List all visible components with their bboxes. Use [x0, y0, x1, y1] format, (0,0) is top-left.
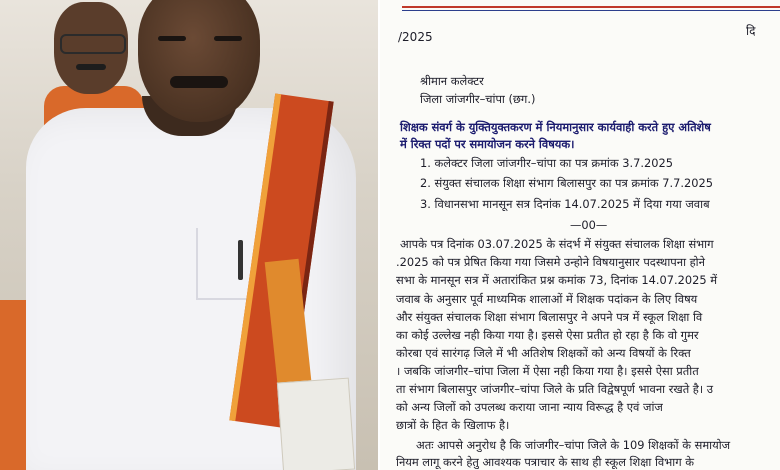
body-line: आपके पत्र दिनांक 03.07.2025 के संदर्भ में संयुक्त संचालक शिक्षा संभाग [400, 237, 714, 251]
main-person-head [138, 0, 260, 122]
politician-photo [0, 0, 378, 470]
body-line: .2025 को पत्र प्रेषित किया गया जिसमे उन्होने विषयानुसार पदस्थापना होने [396, 255, 705, 269]
body-line: सभा के मानसून सत्र में अतारांकित प्रश्न कमांक 73, दिनांक 14.07.2025 में [396, 273, 718, 287]
letter-document [380, 0, 780, 470]
letterhead-rule-blue [402, 10, 780, 11]
body-line: कोरबा एवं सारंगढ़ जिले में भी अतिशेष शिक्षकों को अन्य विषयों के रिक्त [396, 346, 691, 360]
body-line: ता संभाग बिलासपुर जांजगीर–चांपा जिले के प्रति विद्वेषपूर्ण भावना रखते है। उ [396, 382, 714, 396]
body-line: छात्रों के हित के खिलाफ है। [396, 418, 510, 432]
separator: —00— [570, 218, 608, 232]
right-eyebrow [214, 36, 242, 41]
held-papers [277, 378, 355, 470]
background-person-mustache [76, 64, 106, 70]
body-line: को अन्य जिलों को उपलब्ध कराया जाना न्याय विरूद्ध है एवं जांज [396, 400, 663, 414]
subject-line-2: में रिक्त पदों पर समायोजन करने विषयक। [400, 137, 575, 151]
body-line: । जबकि जांजगीर–चांपा जिला में ऐसा नही किया गया है। इससे ऐसा प्रतीत [396, 364, 699, 378]
closing-line: अतः आपसे अनुरोध है कि जांजगीर–चांपा जिले के 109 शिक्षकों के समायोज [416, 438, 731, 452]
letter-date-label: दि [746, 24, 756, 38]
subject-line-1: शिक्षक संवर्ग के युक्तियुक्तकरण में नियमानुसार कार्यवाही करते हुए अतिशेष [400, 120, 711, 134]
pen-in-pocket [238, 240, 243, 280]
body-line: जवाब के अनुसार पूर्व माध्यमिक शालाओं में शिक्षक पदांकन के लिए विषय [396, 292, 698, 306]
letterhead-rule-red [402, 6, 780, 8]
salutation: श्रीमान कलेक्टर [420, 74, 484, 88]
main-person-mustache [170, 76, 228, 88]
reference-item: 3. विधानसभा मानसून सत्र दिनांक 14.07.2025 में दिया गया जवाब [420, 197, 710, 211]
reference-item: 2. संयुक्त संचालक शिक्षा संभाग बिलासपुर का पत्र क्रमांक 7.7.2025 [420, 176, 713, 190]
recipient-address: जिला जांजगीर–चांपा (छग.) [420, 92, 536, 106]
body-line: और संयुक्त संचालक शिक्षा संभाग बिलासपुर ने अपने पत्र में स्कूल शिक्षा वि [396, 310, 703, 324]
closing-line: नियम लागू करने हेतु आवश्यक पत्राचार के साथ ही स्कूल शिक्षा विभाग के [396, 455, 695, 469]
reference-item: 1. कलेक्टर जिला जांजगीर–चांपा का पत्र क्रमांक 3.7.2025 [420, 156, 673, 170]
background-person-glasses [60, 34, 126, 54]
body-line: का कोई उल्लेख नही किया गया है। इससे ऐसा प्रतीत हो रहा है कि वो गुमर [396, 328, 699, 342]
letter-date: /2025 [398, 30, 433, 44]
left-eyebrow [158, 36, 186, 41]
